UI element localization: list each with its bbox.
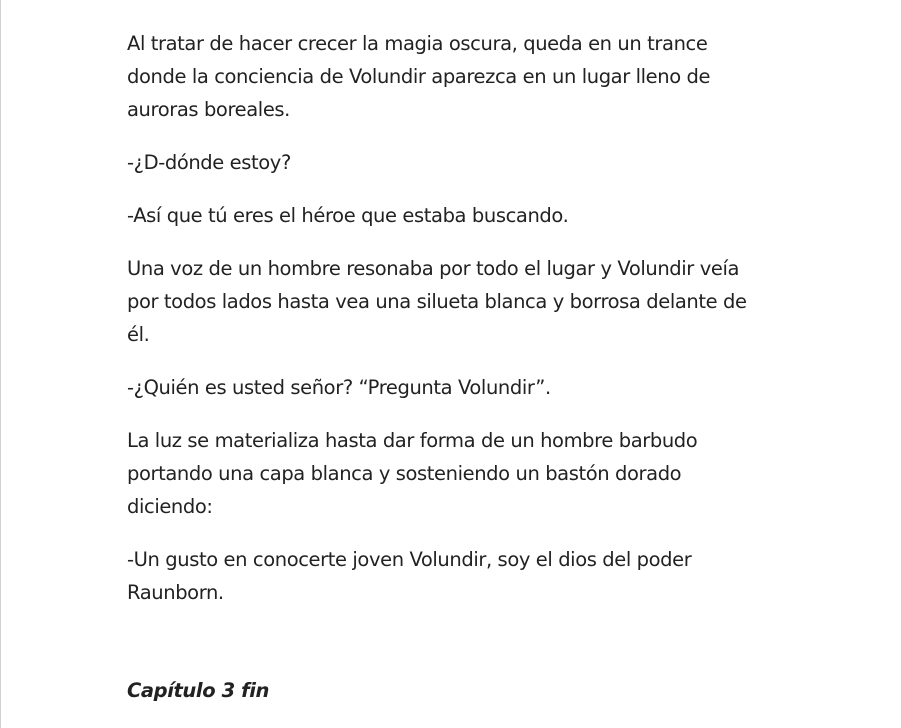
paragraph-dialogue-3: -¿Quién es usted señor? “Pregunta Volundir”. xyxy=(127,376,551,399)
paragraph-dialogue-1: -¿D-dónde estoy? xyxy=(127,151,291,174)
blank-line xyxy=(127,629,767,674)
paragraph-dialogue-2: -Así que tú eres el héroe que estaba buscando. xyxy=(127,204,569,227)
paragraph-narration-1: Al tratar de hacer crecer la magia oscura, queda en un trance donde la conciencia de Volundir aparezca en un lugar lleno de auroras boreales. xyxy=(127,32,711,121)
paragraph-narration-2: Una voz de un hombre resonaba por todo el lugar y Volundir veía por todos lados hasta vea una silueta blanca y borrosa delante de él. xyxy=(127,257,747,346)
paragraph-dialogue-4: -Un gusto en conocerte joven Volundir, soy el dios del poder Raunborn. xyxy=(127,548,692,604)
paragraph-narration-3: La luz se materializa hasta dar forma de un hombre barbudo portando una capa blanca y sosteniendo un bastón dorado diciendo: xyxy=(127,429,698,518)
document-body xyxy=(127,27,767,727)
page-left-edge xyxy=(0,0,1,728)
chapter-end-heading: Capítulo 3 fin xyxy=(127,679,269,702)
